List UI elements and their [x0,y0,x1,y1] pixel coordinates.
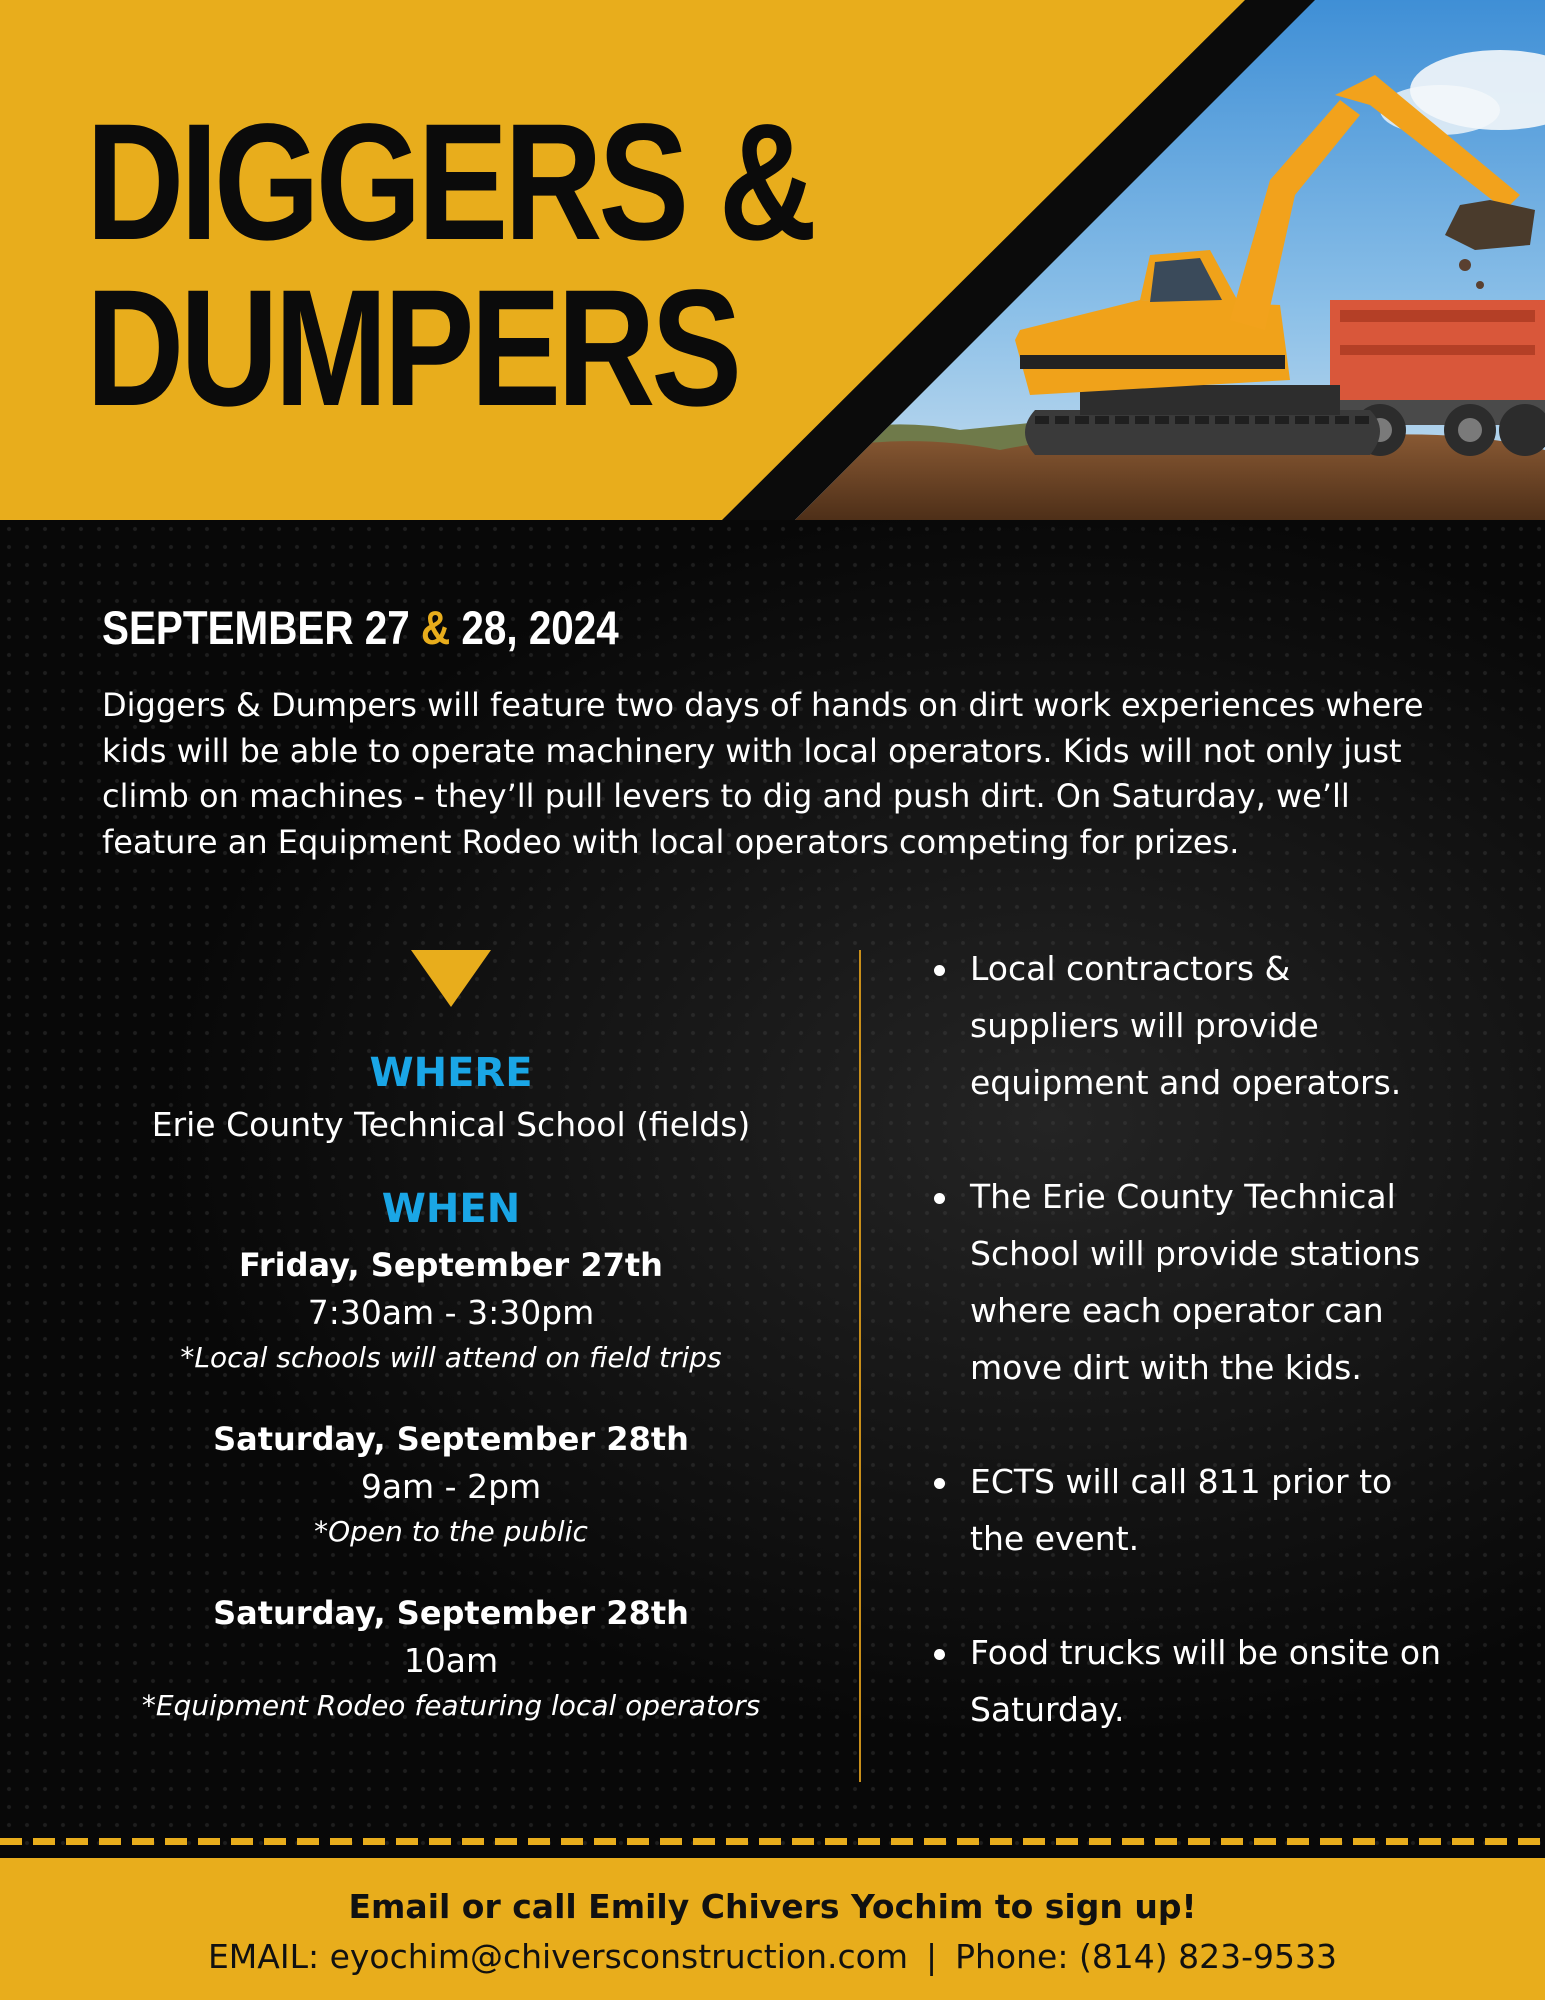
schedule-item [92,1415,810,1553]
email-link[interactable]: EMAIL: eyochim@chiversconstruction.com [207,1937,908,1976]
event-description: Diggers & Dumpers will feature two days of hands on dirt work experiences where kids will be able to operate machinery with local operators. Kids will not only just climb on machines - they’ll pull levers to dig and push dirt. On Saturday, we’ll feature an Equipment Rodeo with local operators competing for prizes. [102,686,1424,861]
schedule-time: 7:30am - 3:30pm [307,1293,595,1332]
triangle-down-icon [411,950,491,1007]
column-divider [859,950,861,1782]
schedule-item [92,1241,810,1379]
contact-line [0,1935,1545,1979]
schedule-item [92,1589,810,1727]
footer-banner [0,1858,1545,2000]
event-title [86,90,813,441]
bullet-item: Food trucks will be onsite on Saturday. [930,1624,1450,1738]
schedule-day: Saturday, September 28th [213,1420,689,1458]
schedule-note: *Local schools will attend on field trips [180,1341,722,1374]
event-dates [102,600,619,655]
bullet-item: Local contractors & suppliers will provide equipment and operators. [930,940,1450,1111]
bullet-item: ECTS will call 811 prior to the event. [930,1453,1450,1567]
details-column [92,950,810,1727]
location-text: Erie County Technical School (fields) [151,1105,751,1144]
bullet-item: The Erie County Technical School will provide stations where each operator can move dirt with the kids. [930,1168,1450,1396]
date-part-1: SEPTEMBER 27 [102,601,410,654]
title-line-1: DIGGERS & [86,90,813,275]
date-part-2: 28, 2024 [461,601,619,654]
contact-separator: | [925,1937,938,1976]
where-heading: WHERE [369,1050,533,1096]
schedule-time: 9am - 2pm [360,1467,542,1506]
info-bullet-list [930,940,1450,1795]
schedule-note: *Equipment Rodeo featuring local operators [141,1689,761,1722]
bottom-dashed-divider [0,1838,1545,1845]
phone-link[interactable]: Phone: (814) 823-9533 [955,1937,1338,1976]
signup-call-to-action: Email or call Emily Chivers Yochim to sign up! [348,1887,1197,1926]
date-ampersand: & [420,601,451,654]
header-banner [0,0,1545,520]
schedule-note: *Open to the public [314,1515,588,1548]
title-line-2: DUMPERS [86,256,738,441]
schedule-day: Friday, September 27th [239,1246,663,1284]
schedule-day: Saturday, September 28th [213,1594,689,1632]
when-heading: WHEN [381,1186,521,1232]
schedule-time: 10am [403,1641,499,1680]
